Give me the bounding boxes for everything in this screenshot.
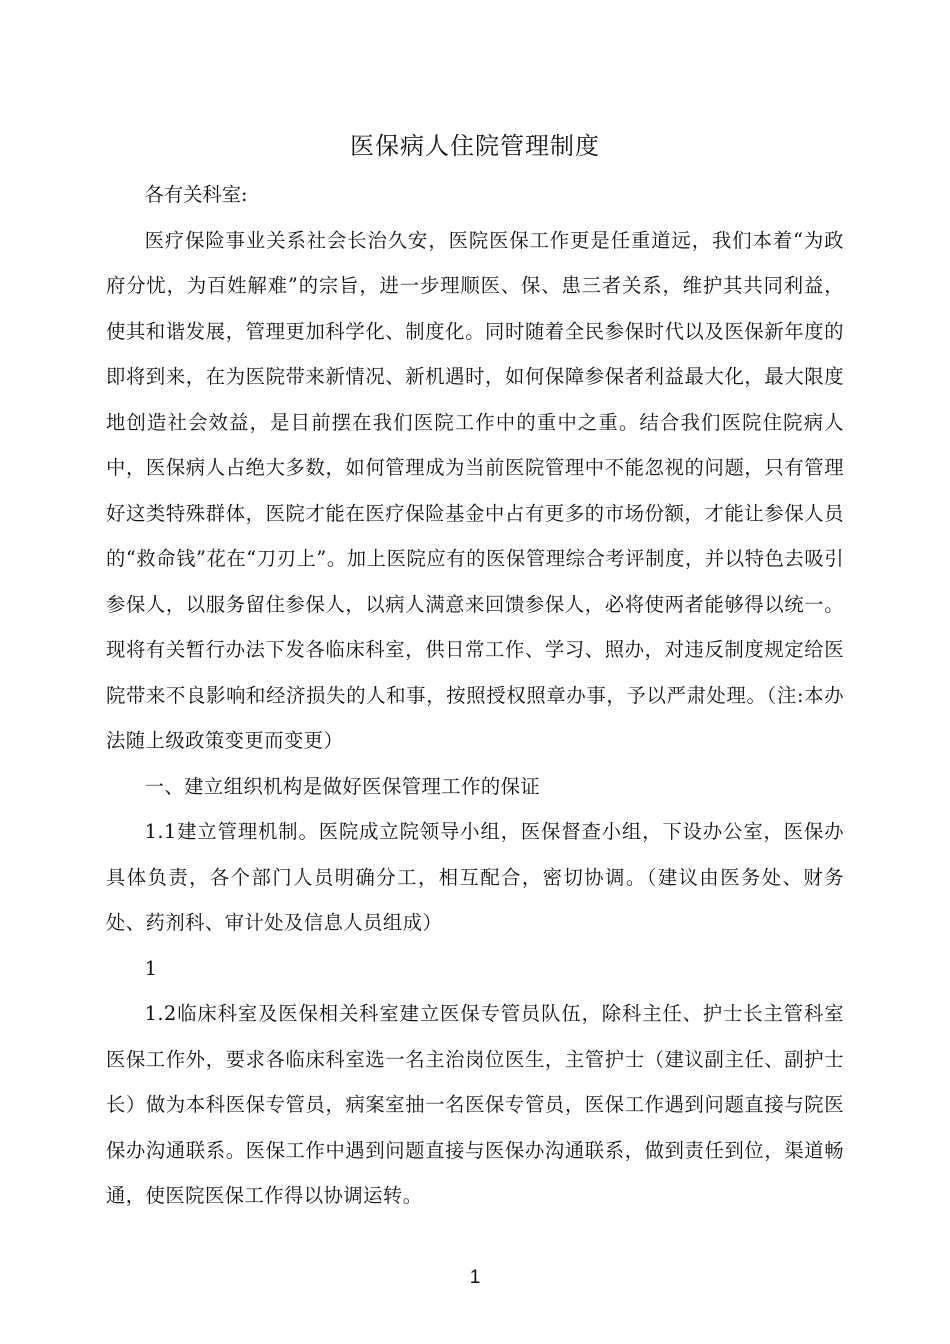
document-body — [106, 172, 844, 1219]
section-heading: 一、建立组织机构是做好医保管理工作的保证 — [144, 774, 541, 798]
inline-page-marker: 1 — [144, 956, 157, 980]
salutation: 各有关科室: — [144, 183, 248, 206]
item-1-1-paragraph: 1.1建立管理机制。医院成立院领导小组，医保督查小组，下设办公室，医保办具体负责，各个部门人员明确分工，相互配合，密切协调。（建议由医务处、财务处、药剂科、审计处及信息人员组成） — [106, 820, 844, 934]
page-number: 1 — [469, 1267, 481, 1288]
document-title: 医保病人住院管理制度 — [350, 132, 600, 160]
intro-paragraph: 医疗保险事业关系社会长治久安，医院医保工作更是任重道远，我们本着“为政府分忧，为百姓解难”的宗旨，进一步理顺医、保、患三者关系，维护其共同利益，使其和谐发展，管理更加科学化、制度化。同时随着全民参保时代以及医保新年度的即将到来，在为医院带来新情况、新机遇时，如何保障参保者利益最大化，最大限度地创造社会效益，是目前摆在我们医院工作中的重中之重。结合我们医院住院病人中，医保病人占绝大多数，如何管理成为当前医院管理中不能忽视的问题，只有管理好这类特殊群体，医院才能在医疗保险基金中占有更多的市场份额，才能让参保人员的“救命钱”花在“刀刃上”。加上医院应有的医保管理综合考评制度，并以特色去吸引参保人，以服务留住参保人，以病人满意来回馈参保人，必将使两者能够得以统一。现将有关暂行办法下发各临床科室，供日常工作、学习、照办，对违反制度规定给医院带来不良影响和经济损失的人和事，按照授权照章办事，予以严肃处理。（注:本办法随上级政策变更而变更） — [106, 228, 844, 752]
item-1-2-paragraph: 1.2临床科室及医保相关科室建立医保专管员队伍，除科主任、护士长主管科室医保工作外，要求各临床科室选一名主治岗位医生，主管护士（建议副主任、副护士长）做为本科医保专管员，病案室抽一名医保专管员，医保工作遇到问题直接与院医保办沟通联系。医保工作中遇到问题直接与医保办沟通联系，做到责任到位，渠道畅通，使医院医保工作得以协调运转。 — [106, 1002, 844, 1207]
